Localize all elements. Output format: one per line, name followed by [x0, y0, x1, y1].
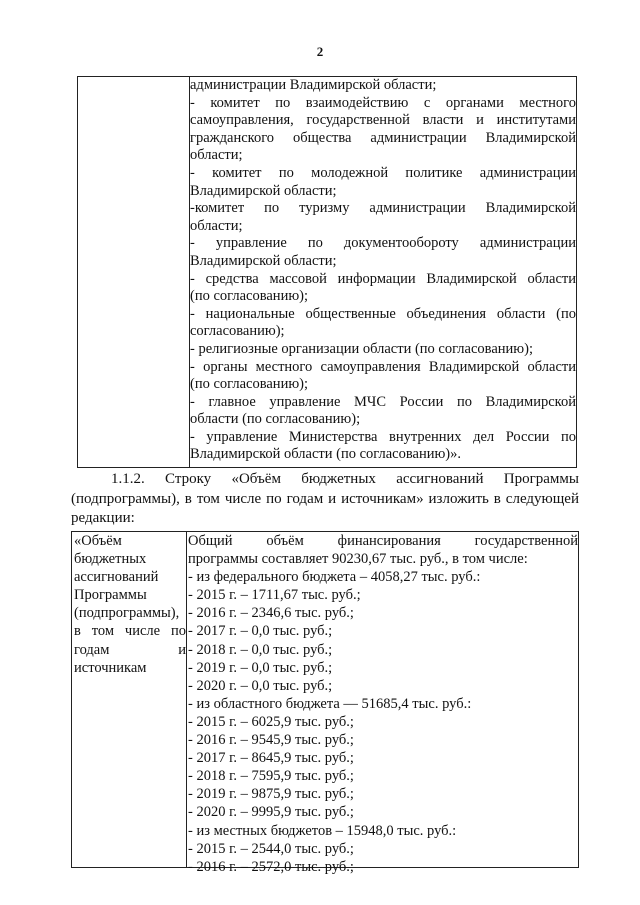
label-line: Программы: [74, 587, 147, 604]
budget-line: - 2020 г. – 0,0 тыс. руб.;: [188, 677, 333, 694]
paragraph-line: редакции:: [71, 510, 135, 526]
budget-line: - 2019 г. – 0,0 тыс. руб.;: [188, 659, 333, 676]
label-line: ассигнований: [74, 569, 159, 586]
table-line: области;: [190, 217, 243, 234]
budget-table: [71, 531, 579, 875]
budget-line: - из федерального бюджета – 4058,27 тыс. руб.:: [188, 569, 481, 586]
table-line: (по согласованию);: [190, 376, 309, 393]
table-line: Владимирской области (по согласованию)».: [190, 446, 462, 463]
table-line: - управление по документообороту администрации: [190, 235, 576, 252]
budget-table-value-cell: [188, 532, 578, 876]
table-line: - религиозные организации области (по согласованию);: [190, 340, 533, 357]
budget-line: - 2018 г. – 0,0 тыс. руб.;: [188, 641, 333, 658]
table-line: - комитет по молодежной политике администрации: [190, 164, 576, 181]
amendment-paragraph: [71, 470, 579, 529]
table-line: - главное управление МЧС России по Владимирской: [190, 393, 576, 410]
budget-line: - 2015 г. – 1711,67 тыс. руб.;: [188, 587, 361, 604]
budget-line: - 2016 г. – 9545,9 тыс. руб.;: [188, 732, 354, 749]
continued-table: [77, 76, 577, 468]
page-number: 2: [316, 44, 324, 59]
budget-line: - 2019 г. – 9875,9 тыс. руб.;: [188, 786, 354, 803]
budget-line: - 2020 г. – 9995,9 тыс. руб.;: [188, 804, 354, 821]
table-line: - национальные общественные объединения области (по: [190, 305, 576, 322]
table-line: Владимирской области;: [190, 182, 337, 199]
paragraph-line: (подпрограммы), в том числе по годам и источникам» изложить в следующей: [71, 490, 579, 507]
table-right-cell: [190, 77, 576, 464]
table-line: (по согласованию);: [190, 288, 309, 305]
table-line: - управление Министерства внутренних дел России по: [190, 428, 576, 445]
table-line: - средства массовой информации Владимирской области: [190, 270, 576, 287]
table-line: - органы местного самоуправления Владимирской области: [190, 358, 576, 375]
table-line: -комитет по туризму администрации Владимирской: [190, 200, 576, 217]
budget-line: - 2017 г. – 0,0 тыс. руб.;: [188, 623, 333, 640]
budget-table-label-cell: [72, 532, 187, 867]
table-line: области (по согласованию);: [190, 411, 361, 428]
table-line: области;: [190, 147, 243, 164]
label-line: источникам: [74, 659, 147, 676]
budget-line: - 2015 г. – 2544,0 тыс. руб.;: [188, 840, 354, 857]
label-line: годам и: [74, 641, 186, 658]
table-line: - комитет по взаимодействию с органами местного: [190, 94, 576, 111]
table-left-cell: [78, 77, 190, 467]
label-line: «Объём: [74, 533, 122, 549]
table-line: Владимирской области;: [190, 252, 337, 269]
budget-line: - 2015 г. – 6025,9 тыс. руб.;: [188, 713, 354, 730]
budget-line: - 2017 г. – 8645,9 тыс. руб.;: [188, 750, 354, 767]
budget-line: - из областного бюджета — 51685,4 тыс. руб.:: [188, 695, 472, 712]
budget-line: - 2016 г. – 2572,0 тыс. руб.;: [188, 858, 354, 875]
budget-line: - 2018 г. – 7595,9 тыс. руб.;: [188, 768, 354, 785]
budget-line: программы составляет 90230,67 тыс. руб., в том числе:: [188, 551, 528, 568]
budget-line: Общий объём финансирования государственной: [188, 533, 578, 549]
table-line: администрации Владимирской области;: [190, 77, 437, 93]
budget-line: - 2016 г. – 2346,6 тыс. руб.;: [188, 605, 354, 622]
table-line: согласованию);: [190, 323, 285, 340]
table-line: самоуправления, государственной власти и институтами: [190, 112, 576, 129]
budget-line: - из местных бюджетов – 15948,0 тыс. руб.:: [188, 822, 457, 839]
paragraph-line: 1.1.2. Строку «Объём бюджетных ассигнований Программы: [111, 471, 579, 487]
table-line: гражданского общества администрации Владимирской: [190, 129, 576, 146]
label-line: в том числе по: [74, 623, 186, 640]
label-line: бюджетных: [74, 551, 147, 568]
label-line: (подпрограммы),: [74, 605, 180, 622]
